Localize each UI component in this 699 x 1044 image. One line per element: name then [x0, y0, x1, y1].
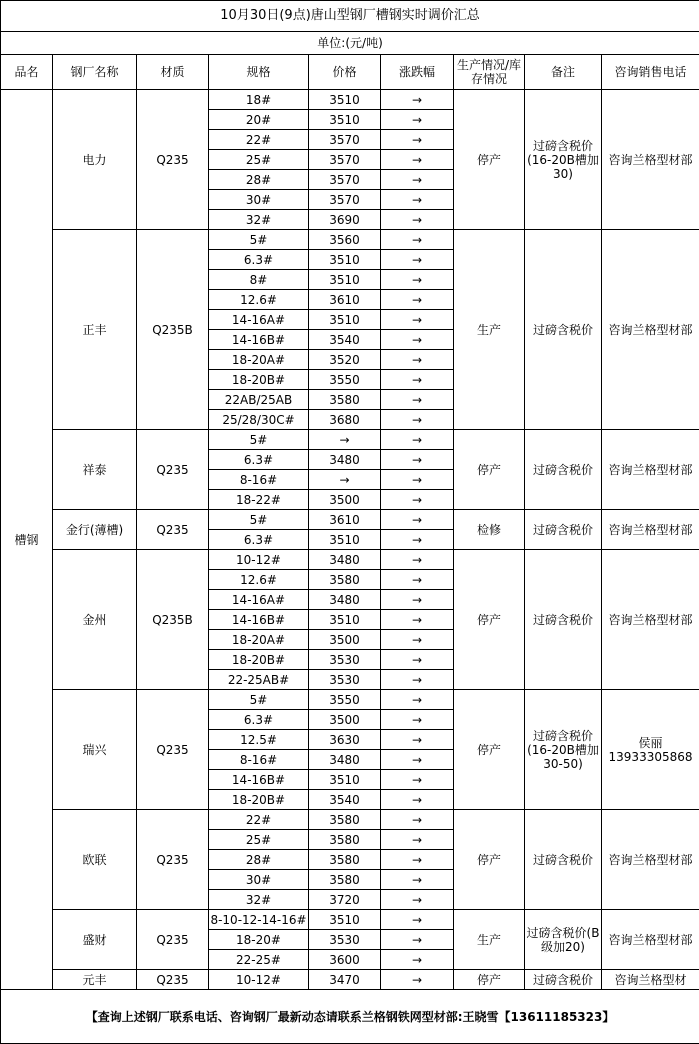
change-arrow: → [381, 370, 454, 390]
spec: 14-16B# [209, 610, 309, 630]
price: 3540 [309, 330, 381, 350]
change-arrow: → [381, 930, 454, 950]
change-arrow: → [381, 390, 454, 410]
contact: 咨询兰格型材 [602, 970, 699, 990]
spec: 32# [209, 890, 309, 910]
note: 过磅含税价 [525, 550, 602, 690]
change-arrow: → [381, 890, 454, 910]
spec: 28# [209, 850, 309, 870]
price: 3550 [309, 690, 381, 710]
status: 生产 [454, 910, 525, 970]
price: 3570 [309, 170, 381, 190]
mill-name: 金州 [53, 550, 137, 690]
spec: 6.3# [209, 530, 309, 550]
product-name: 槽钢 [1, 90, 53, 990]
spec: 8-10-12-14-16# [209, 910, 309, 930]
spec: 32# [209, 210, 309, 230]
spec: 10-12# [209, 550, 309, 570]
change-arrow: → [381, 830, 454, 850]
price: 3630 [309, 730, 381, 750]
price: 3530 [309, 930, 381, 950]
price: 3510 [309, 910, 381, 930]
spec: 18-20B# [209, 370, 309, 390]
table-row [1, 430, 699, 450]
contact: 咨询兰格型材部 [602, 90, 699, 230]
change-arrow: → [381, 250, 454, 270]
change-arrow: → [381, 710, 454, 730]
price: 3580 [309, 850, 381, 870]
change-arrow: → [381, 90, 454, 110]
status: 生产 [454, 230, 525, 430]
price: 3530 [309, 650, 381, 670]
spec: 22AB/25AB [209, 390, 309, 410]
price: 3510 [309, 110, 381, 130]
spec: 30# [209, 190, 309, 210]
change-arrow: → [381, 690, 454, 710]
mill-name: 祥泰 [53, 430, 137, 510]
spec: 8-16# [209, 470, 309, 490]
price: 3510 [309, 310, 381, 330]
status: 停产 [454, 550, 525, 690]
spec: 22# [209, 810, 309, 830]
price: 3480 [309, 550, 381, 570]
spec: 18-20A# [209, 630, 309, 650]
header-contact: 咨询销售电话 [602, 55, 699, 90]
page-title: 10月30日(9点)唐山型钢厂槽钢实时调价汇总 [1, 1, 699, 32]
price: 3570 [309, 130, 381, 150]
price: 3500 [309, 630, 381, 650]
table-row [1, 970, 699, 990]
change-arrow: → [381, 450, 454, 470]
change-arrow: → [381, 190, 454, 210]
change-arrow: → [381, 970, 454, 990]
note: 过磅含税价 [525, 230, 602, 430]
change-arrow: → [381, 670, 454, 690]
change-arrow: → [381, 550, 454, 570]
spec: 25# [209, 150, 309, 170]
change-arrow: → [381, 590, 454, 610]
spec: 22# [209, 130, 309, 150]
price: 3540 [309, 790, 381, 810]
spec: 5# [209, 430, 309, 450]
change-arrow: → [381, 270, 454, 290]
table-row [1, 90, 699, 110]
change-arrow: → [381, 470, 454, 490]
price: 3480 [309, 450, 381, 470]
header-change: 涨跌幅 [381, 55, 454, 90]
material: Q235 [137, 810, 209, 910]
spec: 5# [209, 690, 309, 710]
material: Q235 [137, 690, 209, 810]
spec: 18-20A# [209, 350, 309, 370]
note: 过磅含税价(B级加20) [525, 910, 602, 970]
change-arrow: → [381, 810, 454, 830]
change-arrow: → [381, 610, 454, 630]
spec: 14-16A# [209, 590, 309, 610]
change-arrow: → [381, 510, 454, 530]
price: 3720 [309, 890, 381, 910]
change-arrow: → [381, 110, 454, 130]
price: 3690 [309, 210, 381, 230]
table-row [1, 810, 699, 830]
table-row [1, 690, 699, 710]
note: 过磅含税价 [525, 810, 602, 910]
spec: 18-22# [209, 490, 309, 510]
unit-label: 单位:(元/吨) [1, 32, 699, 55]
mill-name: 电力 [53, 90, 137, 230]
price: 3480 [309, 750, 381, 770]
price: → [309, 470, 381, 490]
header-mill: 钢厂名称 [53, 55, 137, 90]
change-arrow: → [381, 150, 454, 170]
price: 3610 [309, 290, 381, 310]
contact: 咨询兰格型材部 [602, 810, 699, 910]
spec: 12.6# [209, 290, 309, 310]
change-arrow: → [381, 950, 454, 970]
spec: 6.3# [209, 450, 309, 470]
change-arrow: → [381, 770, 454, 790]
price: 3580 [309, 810, 381, 830]
mill-name: 瑞兴 [53, 690, 137, 810]
price: 3480 [309, 590, 381, 610]
change-arrow: → [381, 290, 454, 310]
price: 3510 [309, 530, 381, 550]
status: 停产 [454, 690, 525, 810]
spec: 25/28/30C# [209, 410, 309, 430]
spec: 18# [209, 90, 309, 110]
spec: 22-25AB# [209, 670, 309, 690]
change-arrow: → [381, 530, 454, 550]
header-spec: 规格 [209, 55, 309, 90]
header-product: 品名 [1, 55, 53, 90]
spec: 8# [209, 270, 309, 290]
material: Q235 [137, 90, 209, 230]
mill-name: 元丰 [53, 970, 137, 990]
price: 3470 [309, 970, 381, 990]
spec: 12.6# [209, 570, 309, 590]
note: 过磅含税价 [525, 510, 602, 550]
spec: 5# [209, 510, 309, 530]
mill-name: 金行(薄槽) [53, 510, 137, 550]
spec: 10-12# [209, 970, 309, 990]
material: Q235 [137, 430, 209, 510]
change-arrow: → [381, 430, 454, 450]
spec: 25# [209, 830, 309, 850]
price: 3680 [309, 410, 381, 430]
material: Q235 [137, 970, 209, 990]
spec: 5# [209, 230, 309, 250]
price: 3570 [309, 190, 381, 210]
change-arrow: → [381, 910, 454, 930]
note: 过磅含税价 [525, 430, 602, 510]
material: Q235 [137, 910, 209, 970]
price: 3580 [309, 830, 381, 850]
spec: 22-25# [209, 950, 309, 970]
status: 停产 [454, 970, 525, 990]
change-arrow: → [381, 210, 454, 230]
status: 检修 [454, 510, 525, 550]
table-row [1, 550, 699, 570]
change-arrow: → [381, 790, 454, 810]
spec: 14-16B# [209, 770, 309, 790]
change-arrow: → [381, 650, 454, 670]
material: Q235B [137, 550, 209, 690]
spec: 6.3# [209, 250, 309, 270]
spec: 20# [209, 110, 309, 130]
price: 3580 [309, 390, 381, 410]
price: 3580 [309, 870, 381, 890]
price: 3500 [309, 710, 381, 730]
contact: 咨询兰格型材部 [602, 230, 699, 430]
change-arrow: → [381, 870, 454, 890]
spec: 30# [209, 870, 309, 890]
footer-contact-note: 【查询上述钢厂联系电话、咨询钢厂最新动态请联系兰格钢铁网型材部:王晓雪【13611185323】 [1, 990, 699, 1044]
spec: 18-20# [209, 930, 309, 950]
price: 3600 [309, 950, 381, 970]
contact: 咨询兰格型材部 [602, 550, 699, 690]
price: 3510 [309, 90, 381, 110]
price: 3580 [309, 570, 381, 590]
price: 3500 [309, 490, 381, 510]
change-arrow: → [381, 730, 454, 750]
change-arrow: → [381, 310, 454, 330]
change-arrow: → [381, 570, 454, 590]
price: 3610 [309, 510, 381, 530]
contact: 咨询兰格型材部 [602, 430, 699, 510]
price: 3510 [309, 770, 381, 790]
mill-name: 正丰 [53, 230, 137, 430]
note: 过磅含税价(16-20B槽加30) [525, 90, 602, 230]
status: 停产 [454, 430, 525, 510]
table-row [1, 910, 699, 930]
spec: 14-16A# [209, 310, 309, 330]
change-arrow: → [381, 850, 454, 870]
price: 3560 [309, 230, 381, 250]
note: 过磅含税价 [525, 970, 602, 990]
mill-name: 欧联 [53, 810, 137, 910]
contact: 咨询兰格型材部 [602, 510, 699, 550]
price: 3570 [309, 150, 381, 170]
spec: 6.3# [209, 710, 309, 730]
spec: 8-16# [209, 750, 309, 770]
change-arrow: → [381, 490, 454, 510]
material: Q235B [137, 230, 209, 430]
price: 3550 [309, 370, 381, 390]
contact: 咨询兰格型材部 [602, 910, 699, 970]
header-note: 备注 [525, 55, 602, 90]
change-arrow: → [381, 350, 454, 370]
header-status: 生产情况/库存情况 [454, 55, 525, 90]
table-row [1, 510, 699, 530]
change-arrow: → [381, 130, 454, 150]
status: 停产 [454, 90, 525, 230]
spec: 28# [209, 170, 309, 190]
price: 3510 [309, 270, 381, 290]
header-price: 价格 [309, 55, 381, 90]
price: 3520 [309, 350, 381, 370]
price: 3530 [309, 670, 381, 690]
mill-name: 盛财 [53, 910, 137, 970]
note: 过磅含税价(16-20B槽加30-50) [525, 690, 602, 810]
contact: 侯丽 13933305868 [602, 690, 699, 810]
table-row [1, 230, 699, 250]
price: 3510 [309, 610, 381, 630]
spec: 12.5# [209, 730, 309, 750]
change-arrow: → [381, 330, 454, 350]
change-arrow: → [381, 630, 454, 650]
price: 3510 [309, 250, 381, 270]
change-arrow: → [381, 170, 454, 190]
spec: 18-20B# [209, 790, 309, 810]
spec: 18-20B# [209, 650, 309, 670]
spec: 14-16B# [209, 330, 309, 350]
header-material: 材质 [137, 55, 209, 90]
price: → [309, 430, 381, 450]
change-arrow: → [381, 230, 454, 250]
change-arrow: → [381, 750, 454, 770]
status: 停产 [454, 810, 525, 910]
change-arrow: → [381, 410, 454, 430]
material: Q235 [137, 510, 209, 550]
